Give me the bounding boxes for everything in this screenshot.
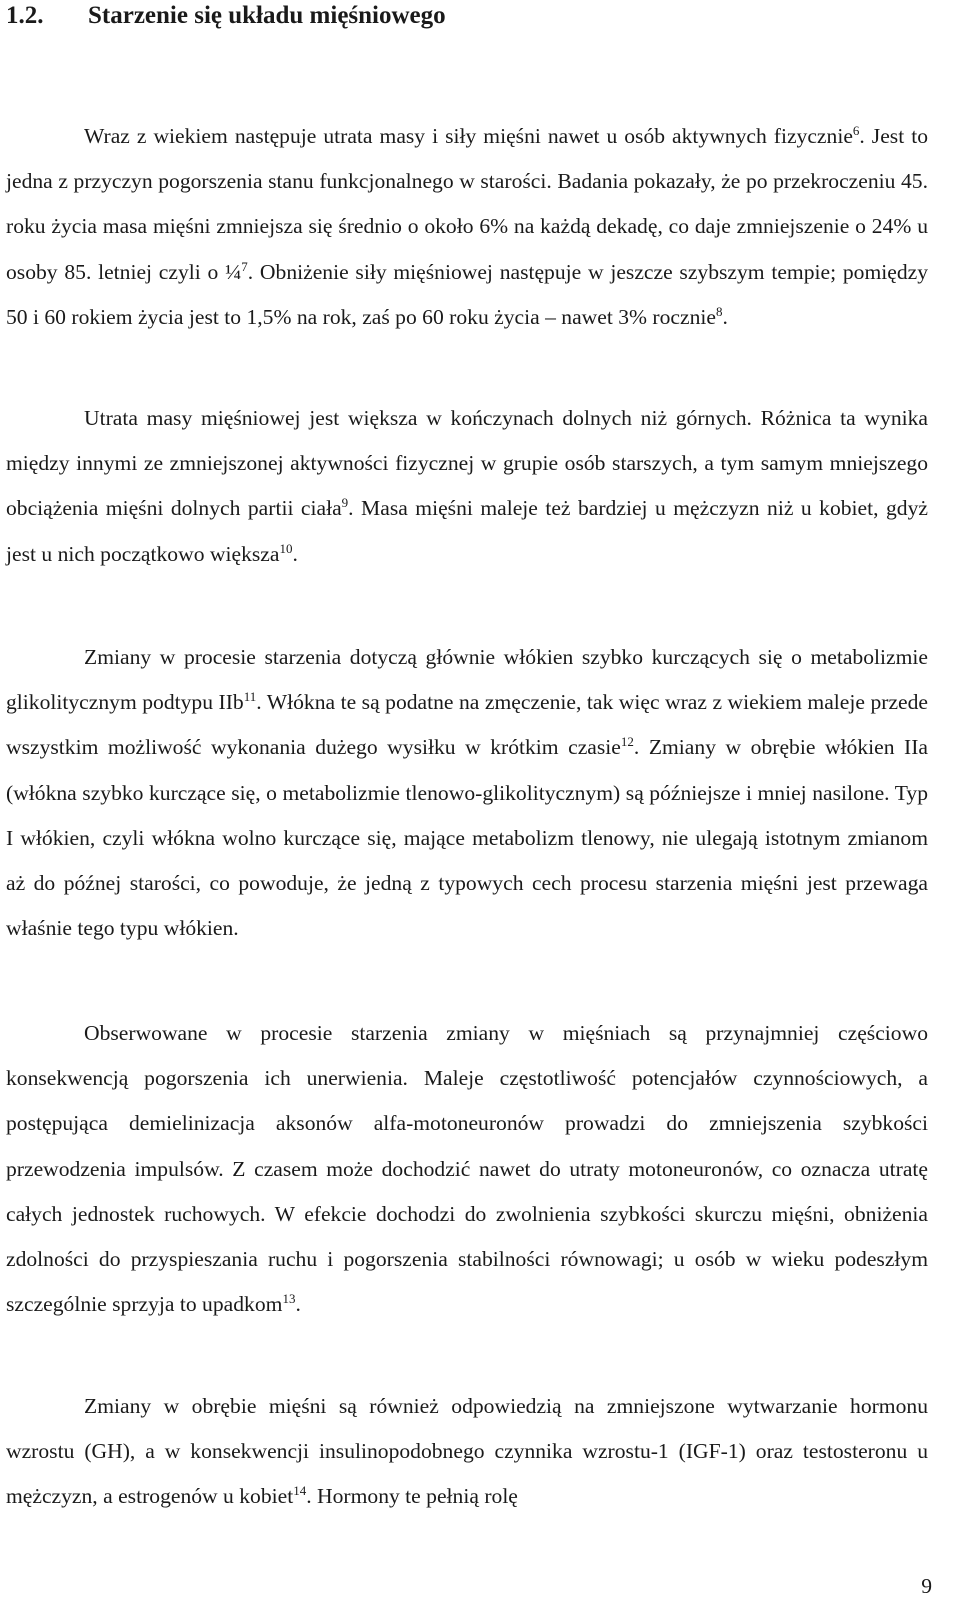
section-number: 1.2. [6, 2, 44, 29]
footnote-reference: 9 [341, 495, 349, 511]
paragraph-text: Zmiany w procesie starzenia dotyczą głównie włókien szybko kurczących się o metabolizmie glikolitycznym podtypu IIb [6, 645, 928, 715]
paragraph-text: Wraz z wiekiem następuje utrata masy i siły mięśni nawet u osób aktywnych fizycznie [84, 124, 853, 148]
footnote-reference: 13 [282, 1291, 296, 1307]
footnote-reference: 11 [243, 689, 257, 705]
footnote-reference: 6 [852, 122, 860, 138]
footnote-reference: 14 [293, 1483, 307, 1499]
paragraph-text: . Obniżenie siły mięśniowej następuje w jeszcze szybszym tempie; pomiędzy 50 i 60 rokiem życia jest to 1,5% na rok, zaś po 60 roku życia – nawet 3% rocznie [6, 259, 928, 329]
footnote-reference: 10 [279, 540, 293, 556]
footnote-reference: 8 [715, 303, 723, 319]
paragraph-text: . Zmiany w obrębie włókien IIa (włókna szybko kurczące się, o metabolizmie tlenowo-glikolitycznym) są późniejsze i mniej nasilone. Typ I włókien, czyli włókna wolno kurczące się, mające metabolizm tlenowy, nie ulegają istotnym zmianom aż do późnej starości, co powoduje, że jedną z typowych cech procesu starzenia mięśni jest przewaga właśnie tego typu włókien. [6, 735, 929, 941]
paragraph-text: Utrata masy mięśniowej jest większa w kończynach dolnych niż górnych. Różnica ta wynika między innymi ze zmniejszonej aktywności fizycznej w grupie osób starszych, a tym samym mniejszego obciążenia mięśni dolnych partii ciała [6, 406, 928, 521]
paragraph-4 [6, 1011, 928, 1327]
section-title: Starzenie się układu mięśniowego [88, 2, 446, 29]
paragraph-text: . Włókna te są podatne na zmęczenie, tak więc wraz z wiekiem maleje przede wszystkim możliwość wykonania dużego wysiłku w krótkim czasie [6, 690, 928, 760]
page-number: 9 [921, 1574, 932, 1598]
paragraph-text: . Jest to jedna z przyczyn pogorszenia stanu funkcjonalnego w starości. Badania pokazały, że po przekroczeniu 45. roku życia masa mięśni zmniejsza się średnio o około 6% na każdą dekadę, co daje zmniejszenie o 24% u osoby 85. letniej czyli o ¼ [6, 124, 928, 284]
paragraph-text: Zmiany w obrębie mięśni są również odpowiedzią na zmniejszone wytwarzanie hormonu wzrostu (GH), a w konsekwencji insulinopodobnego czynnika wzrostu-1 (IGF-1) oraz testosteronu u mężczyzn, a estrogenów u kobiet [6, 1394, 928, 1509]
paragraph-text: . [295, 1292, 301, 1317]
paragraph-text: . [722, 304, 728, 329]
footnote-reference: 12 [620, 734, 634, 750]
paragraph-text: . Hormony te pełnią rolę [306, 1484, 518, 1509]
paragraph-text: . Masa mięśni maleje też bardziej u mężczyzn niż u kobiet, gdyż jest u nich początkowo większa [6, 496, 928, 566]
section-heading [6, 1, 446, 31]
paragraph-3 [6, 635, 928, 951]
paragraph-2 [6, 396, 928, 577]
paragraph-1 [6, 114, 928, 340]
paragraph-text: . [292, 541, 298, 566]
footnote-reference: 7 [241, 258, 248, 274]
paragraph-5 [6, 1384, 928, 1520]
paragraph-text: Obserwowane w procesie starzenia zmiany w mięśniach są przynajmniej częściowo konsekwencją pogorszenia ich unerwienia. Maleje częstotliwość potencjałów czynnościowych, a postępująca demielinizacja aksonów alfa-motoneuronów prowadzi do zmniejszenia szybkości przewodzenia impulsów. Z czasem może dochodzić nawet do utraty motoneuronów, co oznacza utratę całych jednostek ruchowych. W efekcie dochodzi do zwolnienia szybkości skurczu mięśni, obniżenia zdolności do przyspieszania ruchu i pogorszenia stabilności równowagi; u osób w wieku podeszłym szczególnie sprzyja to upadkom [6, 1021, 928, 1317]
